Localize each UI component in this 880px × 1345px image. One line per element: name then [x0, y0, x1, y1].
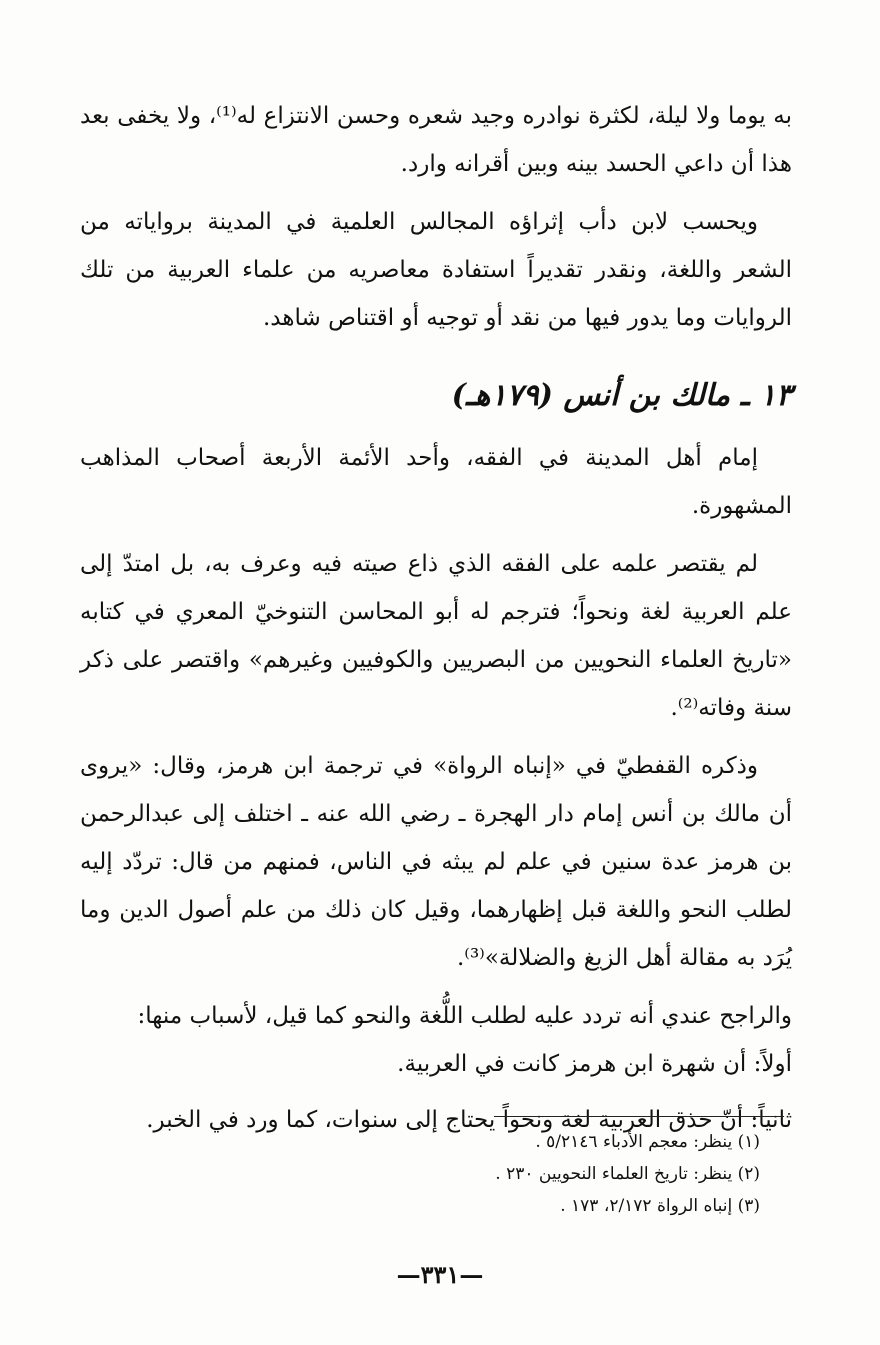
- reason-first: أولاً: أن شهرة ابن هرمز كانت في العربية.: [397, 1051, 792, 1077]
- reason-second: ثانياً: أنّ حذق العربية لغة ونحواً يحتاج إلى سنوات، كما ورد في الخبر.: [146, 1107, 792, 1133]
- paragraph-continuation: به يوما ولا ليلة، لكثرة نوادره وجيد شعره وحسن الانتزاع له⁽¹⁾، ولا يخفى بعد هذا أن داعي الحسد بينه وبين أقرانه وارد.: [80, 103, 792, 177]
- footnote-2: (٢) ينظر: تاريخ العلماء النحويين ٢٣٠ .: [495, 1164, 760, 1184]
- footnote-3: (٣) إنباه الرواة ٢/١٧٢، ١٧٣ .: [560, 1196, 760, 1216]
- page-number: —٣٣١—: [396, 1260, 484, 1289]
- main-text: [80, 92, 792, 1144]
- section-heading: ١٣ ـ مالك بن أنس (١٧٩هـ): [451, 378, 792, 413]
- paragraph-arabic-knowledge: لم يقتصر علمه على الفقه الذي ذاع صيته فيه وعرف به، بل امتدّ إلى علم العربية لغة ونحواً؛ فترجم له أبو المحاسن التنوخيّ المعري في كتابه «تاريخ العلماء النحويين من البصريين والكوفيين وغيرهم» واقتصر على ذكر سنة وفاته⁽²⁾.: [80, 551, 792, 721]
- paragraph-opinion: والراجح عندي أنه تردد عليه لطلب اللُّغة والنحو كما قيل، لأسباب منها:: [137, 1003, 792, 1029]
- footnote-1: (١) ينظر: معجم الأدباء ٥/٢١٤٦ .: [535, 1132, 760, 1152]
- footnote-divider: [494, 1116, 784, 1117]
- paragraph-ibn-dab: ويحسب لابن دأب إثراؤه المجالس العلمية في المدينة برواياته من الشعر واللغة، ونقدر تقديراً استفادة معاصريه من علماء العربية من تلك الروايات وما يدور فيها من نقد أو توجيه أو اقتناص شاهد.: [80, 209, 792, 331]
- paragraph-imam: إمام أهل المدينة في الفقه، وأحد الأئمة الأربعة أصحاب المذاهب المشهورة.: [80, 445, 792, 519]
- footnotes: [100, 1126, 760, 1222]
- paragraph-qifti: وذكره القفطيّ في «إنباه الرواة» في ترجمة ابن هرمز، وقال: «يروى أن مالك بن أنس إمام دار الهجرة ـ رضي الله عنه ـ اختلف إلى عبدالرحمن بن هرمز عدة سنين في علم لم يبثه في الناس، فمنهم من قال: تردّد إليه لطلب النحو واللغة قبل إظهارهما، وقيل كان ذلك من علم أصول الدين وما يُرَد به مقالة أهل الزيغ والضلالة»⁽³⁾.: [80, 753, 792, 971]
